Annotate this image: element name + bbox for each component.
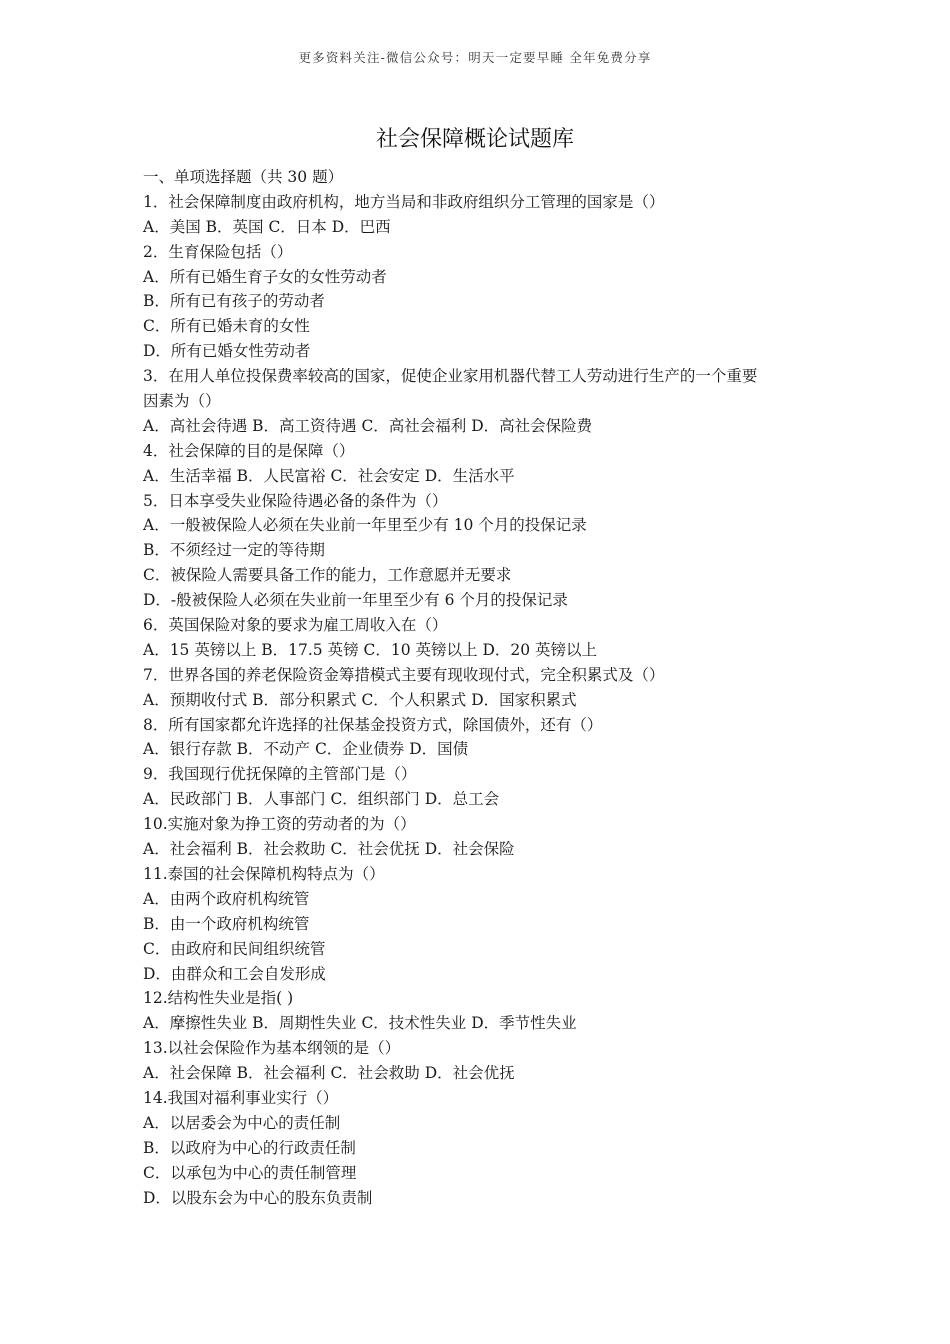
question-list — [143, 165, 823, 1210]
question-line: 4．社会保障的目的是保障（） — [143, 441, 355, 460]
question-line: 1．社会保障制度由政府机构，地方当局和非政府组织分工管理的国家是（） — [143, 192, 665, 211]
option-line: A．预期收付式 B．部分积累式 C．个人积累式 D．国家积累式 — [143, 690, 577, 709]
option-line: A．高社会待遇 B．高工资待遇 C．高社会福利 D．高社会保险费 — [143, 416, 593, 435]
option-line: C．由政府和民间组织统管 — [143, 939, 326, 958]
option-line: D．所有已婚女性劳动者 — [143, 342, 311, 361]
option-line: A．15 英镑以上 B．17.5 英镑 C．10 英镑以上 D．20 英镑以上 — [143, 640, 598, 659]
option-line: C．被保险人需要具备工作的能力，工作意愿并无要求 — [143, 566, 512, 585]
option-line: B．由一个政府机构统管 — [143, 914, 310, 933]
option-line: D．-般被保险人必须在失业前一年里至少有 6 个月的投保记录 — [143, 591, 568, 610]
option-line: D．以股东会为中心的股东负责制 — [143, 1188, 373, 1207]
option-line: B．不须经过一定的等待期 — [143, 541, 325, 560]
option-line: A．所有已婚生育子女的女性劳动者 — [143, 267, 387, 286]
option-line: A．生活幸福 B．人民富裕 C．社会安定 D．生活水平 — [143, 466, 515, 485]
option-line: A．社会保障 B．社会福利 C．社会救助 D．社会优抚 — [143, 1064, 515, 1083]
question-line: 11.泰国的社会保障机构特点为（） — [143, 864, 385, 883]
option-line: A．社会福利 B．社会救助 C．社会优抚 D．社会保险 — [143, 840, 515, 859]
option-line: A．以居委会为中心的责任制 — [143, 1113, 341, 1132]
question-line: 14.我国对福利事业实行（） — [143, 1088, 339, 1107]
question-line: 7．世界各国的养老保险资金筹措模式主要有现收现付式，完全积累式及（） — [143, 665, 665, 684]
question-line: 8．所有国家都允许选择的社保基金投资方式，除国债外，还有（） — [143, 715, 603, 734]
question-line: 3．在用人单位投保费率较高的国家，促使企业家用机器代替工人劳动进行生产的一个重要 — [143, 367, 758, 386]
question-line: 2．生育保险包括（） — [143, 242, 293, 261]
question-line: 10.实施对象为挣工资的劳动者的为（） — [143, 815, 416, 834]
option-line: A．由两个政府机构统管 — [143, 889, 310, 908]
option-line: A．一般被保险人必须在失业前一年里至少有 10 个月的投保记录 — [143, 516, 587, 535]
option-line: A．美国 B．英国 C．日本 D．巴西 — [143, 217, 391, 236]
option-line: C．以承包为中心的责任制管理 — [143, 1163, 357, 1182]
option-line: C．所有已婚未育的女性 — [143, 317, 310, 336]
document-title: 社会保障概论试题库 — [375, 127, 574, 152]
option-line: B．以政府为中心的行政责任制 — [143, 1138, 356, 1157]
header-note: 更多资料关注-微信公众号：明天一定要早睡 全年免费分享 — [298, 50, 652, 65]
question-line: 5．日本享受失业保险待遇必备的条件为（） — [143, 491, 448, 510]
section-heading: 一、单项选择题（共 30 题） — [143, 168, 344, 186]
question-line: 12.结构性失业是指( ) — [143, 989, 294, 1008]
question-line: 6．英国保险对象的要求为雇工周收入在（） — [143, 616, 448, 635]
option-line: A．摩擦性失业 B．周期性失业 C．技术性失业 D．季节性失业 — [143, 1014, 577, 1033]
question-line: 因素为（） — [143, 392, 221, 411]
option-line: A．银行存款 B．不动产 C．企业债券 D．国债 — [143, 740, 469, 759]
question-line: 13.以社会保险作为基本纲领的是（） — [143, 1039, 401, 1058]
option-line: D．由群众和工会自发形成 — [143, 964, 326, 983]
question-line: 9．我国现行优抚保障的主管部门是（） — [143, 765, 417, 784]
option-line: B．所有已有孩子的劳动者 — [143, 292, 325, 311]
option-line: A．民政部门 B．人事部门 C．组织部门 D．总工会 — [143, 790, 500, 809]
